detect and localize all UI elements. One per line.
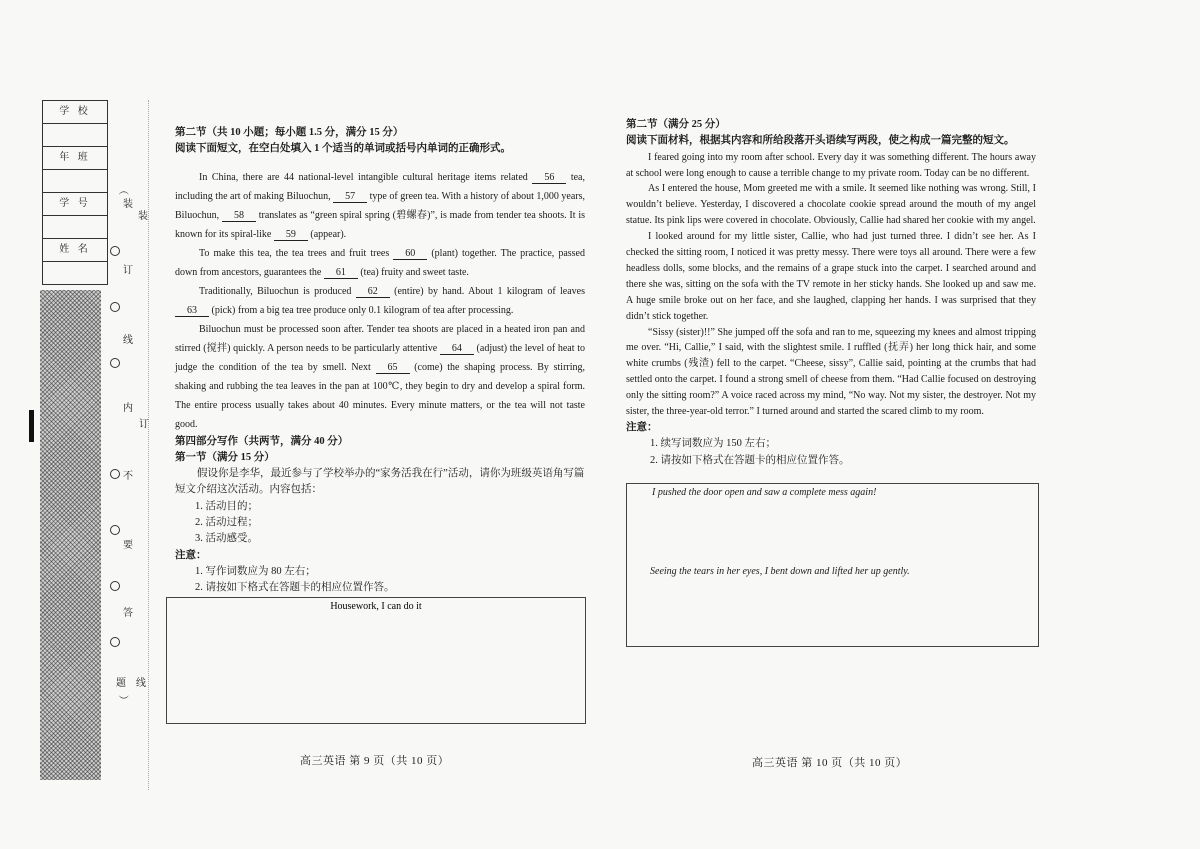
- binding-note-char: 答: [123, 608, 133, 619]
- binding-note-char: 要: [123, 540, 133, 551]
- passage-paragraph: [175, 168, 585, 244]
- binding-hole-marker: [110, 581, 120, 591]
- blank-56: 56: [532, 172, 566, 184]
- passage-text: In China, there are 44 national-level intangible cultural heritage items related: [199, 171, 533, 183]
- note-item: 1. 写作词数应为 80 左右；: [195, 565, 316, 577]
- content-point: 1. 活动目的；: [195, 500, 258, 512]
- content-point: 3. 活动感受。: [195, 533, 258, 545]
- continuation-passage: [626, 150, 1036, 420]
- content-point: 2. 活动过程；: [195, 517, 258, 529]
- binding-note-char: （: [117, 185, 128, 195]
- field-label-student-number: 学 号: [43, 193, 107, 216]
- page-footer-right: 高三英语 第 10 页（共 10 页）: [752, 757, 908, 769]
- binding-line-char: 线: [136, 678, 146, 689]
- blank-62: 62: [356, 286, 390, 298]
- field-blank-school: [43, 124, 107, 147]
- field-blank-class: [43, 170, 107, 193]
- part-title: 第四部分写作（共两节，满分 40 分）: [175, 435, 349, 447]
- answer-format-box: [166, 597, 586, 724]
- note-item: 2. 请按如下格式在答题卡的相应位置作答。: [650, 454, 850, 466]
- passage-text: (adjust) the level of heat to judge the condition of the tea by smell. Next: [175, 342, 585, 373]
- blank-64: 64: [440, 343, 474, 355]
- passage-text: (entire) by hand. About 1 kilogram of leaves: [389, 285, 586, 297]
- section-instruction: 阅读下面材料，根据其内容和所给段落开头语续写两段，使之构成一篇完整的短文。: [626, 135, 1015, 147]
- note-item: 1. 续写词数应为 150 左右；: [650, 438, 776, 450]
- passage-text: Biluochun must be processed soon after. Tender tea shoots are placed in a heated iron pan and stirred (搅拌) quickly. A person needs to be particularly attentive: [175, 323, 585, 354]
- passage-paragraph: [175, 244, 585, 282]
- passage-text: translates as “green spiral spring (碧螺春)”, is made from tender tea shoots. It is known for its spiral-like: [175, 209, 585, 240]
- passage-text: As I entered the house, Mom greeted me with a smile. It seemed like nothing was wrong. Still, I wouldn’t believe. Yesterday, I discovered a chocolate cookie spread around the mouth of my angel statue. Its pink lips were covered in chocolate. Obviously, Callie had shared her cookie with my angel.: [626, 183, 1036, 227]
- left-page: [175, 125, 585, 724]
- writing-prompt: 假设你是李华，最近参与了学校举办的“家务活我在行”活动，请你为班级英语角写篇短文介绍这次活动。内容包括：: [175, 468, 585, 496]
- binding-hole-marker: [110, 469, 120, 479]
- field-blank-name: [43, 262, 107, 285]
- passage-text: (pick) from a big tea tree produce only 0.1 kilogram of tea after processing.: [209, 304, 514, 316]
- passage-text: (appear).: [307, 228, 347, 240]
- binding-hole-marker: [110, 358, 120, 368]
- passage-text: (tea) fruity and sweet taste.: [357, 266, 469, 278]
- passage-text: I feared going into my room after school. Every day it was something different. The hours away at school were long enough to cause a terrible change to my private room. Today can be no different.: [626, 151, 1036, 179]
- passage-paragraph: [626, 150, 1036, 182]
- writing-section: [175, 434, 585, 724]
- binding-line-char: 装: [138, 211, 148, 222]
- section-instruction: 阅读下面短文，在空白处填入 1 个适当的单词或括号内单词的正确形式。: [175, 143, 511, 155]
- binding-seam-line: [148, 100, 149, 790]
- field-label-class: 年 班: [43, 147, 107, 170]
- passage-paragraph: [626, 325, 1036, 420]
- binding-hole-marker: [110, 525, 120, 535]
- passage-text: “Sissy (sister)!!” She jumped off the sofa and ran to me, squeezing my knees and almost tripping me over. “Hi, Callie,” I said, with the slightest smile. I ruffled (抚弄) her long thick hair, and some white crumbs (残渣) fell to the carpet. “Cheese, sissy”, Callie said, pointing at the crumbs that had settled onto the carpet. I found a strong smell of cheese from them. “Had Callie focused on destroying only the sitting room?” A voice raced across my mind, “No way. Not my sister, the destroyer. Not my sister, the three-year-old terror.” I turned around and started the scared climb to my room.: [626, 326, 1036, 418]
- blank-61: 61: [324, 267, 358, 279]
- notes-label: 注意：: [626, 422, 658, 433]
- passage-text: I looked around for my little sister, Callie, who had just turned three. I didn’t see her. As I checked the sitting room, I noticed it was pretty messy. There were toys all around. There were a few headless dolls, some blocks, and the remains of a grape stuck into the carpet. I searched around and there she was, sitting on the sofa with the TV remote in her sticky hands. She looked up and saw me. A huge smile broke out on her face, and she laughed, clapping her hands. I was surprised that they didn’t stick together.: [626, 231, 1036, 322]
- field-label-name: 姓 名: [43, 239, 107, 262]
- binding-note-char: 内: [123, 403, 133, 414]
- binding-hole-marker: [110, 302, 120, 312]
- binding-hole-marker: [110, 246, 120, 256]
- hatched-margin-stripe: [40, 290, 101, 780]
- passage-text: Traditionally, Biluochun is produced: [199, 285, 356, 297]
- passage-paragraph: [626, 181, 1036, 229]
- writing-section-title: 第一节（满分 15 分）: [175, 451, 275, 463]
- blank-59: 59: [274, 229, 308, 241]
- answer-box-title: Housework, I can do it: [330, 600, 422, 612]
- passage-paragraph: [175, 320, 585, 434]
- page-footer-left: 高三英语 第 9 页（共 10 页）: [300, 755, 450, 767]
- cloze-passage: [175, 168, 585, 434]
- blank-58: 58: [222, 210, 256, 222]
- binding-note-char: 不: [123, 471, 133, 482]
- section-title: 第二节（满分 25 分）: [626, 119, 726, 130]
- binding-hole-marker: [110, 637, 120, 647]
- paragraph-starter-2: Seeing the tears in her eyes, I bent down and lifted her up gently.: [650, 565, 910, 577]
- binding-note-char: ）: [117, 695, 128, 705]
- blank-57: 57: [333, 191, 367, 203]
- passage-text: type of green tea. With a history of about 1,000 years, Biluochun,: [175, 190, 586, 221]
- binding-note-char: 装: [123, 199, 133, 210]
- blank-63: 63: [175, 305, 209, 317]
- note-item: 2. 请按如下格式在答题卡的相应位置作答。: [195, 582, 395, 594]
- blank-60: 60: [393, 248, 427, 260]
- passage-text: (plant) together. The practice, passed down from ancestors, guarantees the: [175, 247, 585, 278]
- field-label-school: 学 校: [43, 101, 107, 124]
- continuation-notes: [626, 420, 1036, 469]
- notes-label: 注意：: [175, 549, 207, 561]
- paragraph-starter-1: I pushed the door open and saw a complete mess again!: [652, 486, 877, 498]
- right-page: [626, 117, 1036, 647]
- section-title: 第二节（共 10 小题；每小题 1.5 分，满分 15 分）: [175, 127, 404, 138]
- passage-paragraph: [175, 282, 585, 320]
- passage-text: To make this tea, the tea trees and fruit trees: [199, 247, 394, 259]
- blank-65: 65: [376, 362, 410, 374]
- binding-note-char: 线: [123, 335, 133, 346]
- field-blank-student-number: [43, 216, 107, 239]
- continuation-format-box: [626, 483, 1039, 647]
- binding-note-char: 题: [116, 678, 126, 689]
- passage-text: (come) the shaping process. By stirring, shaking and rubbing the tea leaves in the pan at 100℃, they begin to dry and develop a spiral form. The entire process usually takes about 40 minutes. Every minute matters, or the tea will not taste good.: [175, 361, 586, 430]
- binding-note-char: 订: [123, 265, 133, 276]
- passage-paragraph: [626, 229, 1036, 324]
- passage-text: tea, including the art of making Biluochun,: [175, 171, 585, 202]
- scan-mark: [29, 410, 34, 442]
- student-info-table: [42, 100, 108, 285]
- binding-line-char: 订: [139, 419, 149, 430]
